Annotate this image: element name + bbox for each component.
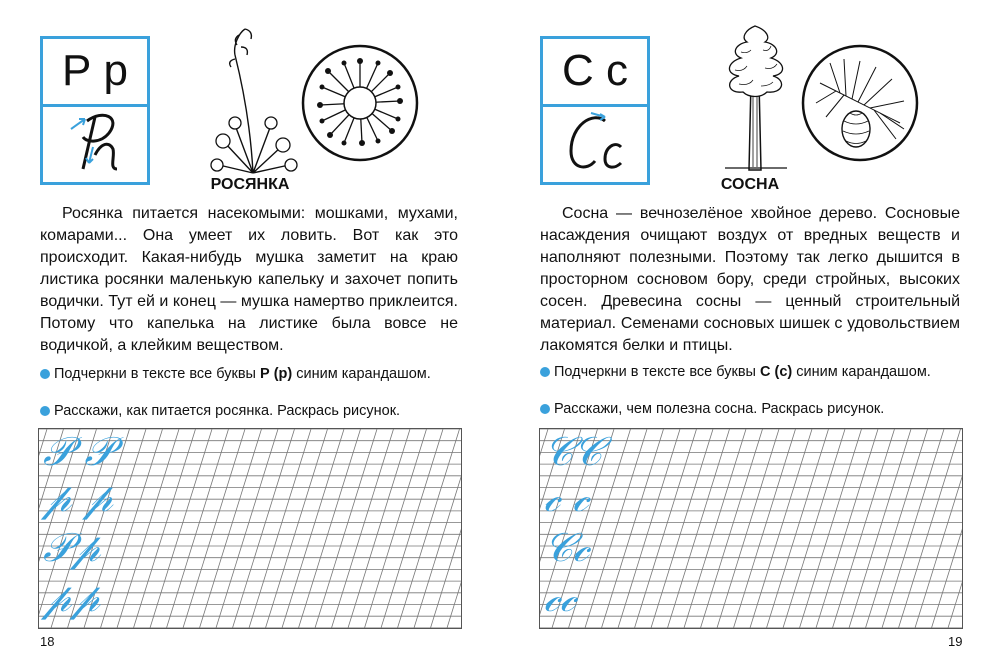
slant-guide-line xyxy=(200,429,262,628)
slant-guide-line xyxy=(150,429,212,628)
print-letter-r: Р р xyxy=(43,39,147,107)
slant-guide-line xyxy=(899,429,961,628)
letter-card-r xyxy=(40,36,150,185)
sundew-leaf-closeup-icon xyxy=(300,43,420,163)
slant-guide-line xyxy=(183,429,245,628)
slant-guide-line xyxy=(414,429,461,628)
slant-guide-line xyxy=(618,429,680,628)
right-page xyxy=(500,0,1000,664)
slant-guide-line xyxy=(117,429,179,628)
cursive-sample-row: 𝒸𝒸 xyxy=(544,575,577,621)
slant-guide-line xyxy=(266,429,328,628)
slant-guide-line xyxy=(833,429,895,628)
cursive-sample-row: 𝓅 𝓅 xyxy=(43,475,113,521)
slant-guide-line xyxy=(668,429,730,628)
copybook-lines xyxy=(540,429,962,628)
slant-guide-line xyxy=(348,429,410,628)
slant-guide-line xyxy=(447,429,461,628)
slant-guide-line xyxy=(783,429,845,628)
bullet-icon xyxy=(540,404,550,414)
cursive-sample-row: 𝒫𝓅 xyxy=(43,525,101,571)
copybook-grid xyxy=(539,428,963,629)
story-text: Сосна — вечнозелёное хвойное дерево. Сосновые насаждения очищают воздух от вредных веществ и наполняют полезными. Поэтому так легко дышится в просторном сосновом бору, среди стройных, высоких сосен. Древесина сосны — ценный строительный материал. Семенами сосновых шишек с удовольствием лакомятся белки и птицы. xyxy=(540,205,960,354)
slant-guide-line xyxy=(767,429,829,628)
slant-guide-line xyxy=(717,429,779,628)
slant-guide-line xyxy=(381,429,443,628)
cursive-sample-row: 𝒞𝒞 xyxy=(544,429,603,475)
copybook-grid xyxy=(38,428,462,629)
slant-guide-line xyxy=(651,429,713,628)
story-paragraph xyxy=(40,203,458,357)
slant-guide-line xyxy=(635,429,697,628)
slant-guide-line xyxy=(167,429,229,628)
task-retell: Расскажи, как питается росянка. Раскрась рисунок. xyxy=(40,402,470,420)
task-retell: Расскажи, чем полезна сосна. Раскрась рисунок. xyxy=(540,400,970,418)
illustration-caption: РОСЯНКА xyxy=(210,176,290,193)
slant-guide-line xyxy=(249,429,311,628)
story-text: Росянка питается насекомыми: мошками, мухами, комарами... Она умеет их ловить. Вот как это происходит. Какая-нибудь мушка заметит на краю листика росянки маленькую капельку и захочет попить водички. Тут ей и конец — мушка намертво приклеится. Потому что капелька на листике была вовсе не водичкой, а клейким веществом. xyxy=(40,205,458,354)
slant-guide-line xyxy=(750,429,812,628)
slant-guide-line xyxy=(332,429,394,628)
cursive-letter-r-icon xyxy=(43,107,147,182)
bullet-icon xyxy=(540,367,550,377)
slant-guide-line xyxy=(233,429,295,628)
pine-tree-icon xyxy=(705,22,805,172)
page-number: 18 xyxy=(40,634,55,649)
slant-guide-line xyxy=(866,429,928,628)
slant-guide-line xyxy=(299,429,361,628)
slant-guide-line xyxy=(216,429,278,628)
slant-guide-line xyxy=(800,429,862,628)
page-number: 19 xyxy=(948,634,963,649)
slant-guide-line xyxy=(849,429,911,628)
sundew-plant-icon xyxy=(205,25,300,175)
cursive-sample-row: 𝒫 𝒫 xyxy=(43,429,114,475)
slant-guide-line xyxy=(398,429,460,628)
slant-guide-line xyxy=(365,429,427,628)
slant-guide-line xyxy=(882,429,944,628)
cursive-sample-row: 𝒞𝒸 xyxy=(544,525,590,571)
illustration-caption: СОСНА xyxy=(720,176,780,193)
cursive-sample-row: 𝒸 𝒸 xyxy=(544,475,589,521)
task-underline: Подчеркни в тексте все буквы Р (р) синим карандашом. xyxy=(40,365,458,383)
letter-card-s xyxy=(540,36,650,185)
pine-cone-branch-icon xyxy=(800,43,920,163)
story-paragraph xyxy=(540,203,960,357)
print-letter-s: С с xyxy=(543,39,647,107)
slant-guide-line xyxy=(134,429,196,628)
copybook-lines xyxy=(39,429,461,628)
slant-guide-line xyxy=(315,429,377,628)
slant-guide-line xyxy=(602,429,664,628)
slant-guide-line xyxy=(948,429,962,628)
slant-guide-line xyxy=(684,429,746,628)
slant-guide-line xyxy=(734,429,796,628)
slant-guide-line xyxy=(701,429,763,628)
bullet-icon xyxy=(40,406,50,416)
cursive-letter-s-icon xyxy=(543,107,647,182)
task-underline: Подчеркни в тексте все буквы С (с) синим карандашом. xyxy=(540,363,960,381)
bullet-icon xyxy=(40,369,50,379)
slant-guide-line xyxy=(915,429,962,628)
cursive-sample-row: 𝓅𝓅 xyxy=(43,575,101,621)
slant-guide-line xyxy=(816,429,878,628)
slant-guide-line xyxy=(282,429,344,628)
